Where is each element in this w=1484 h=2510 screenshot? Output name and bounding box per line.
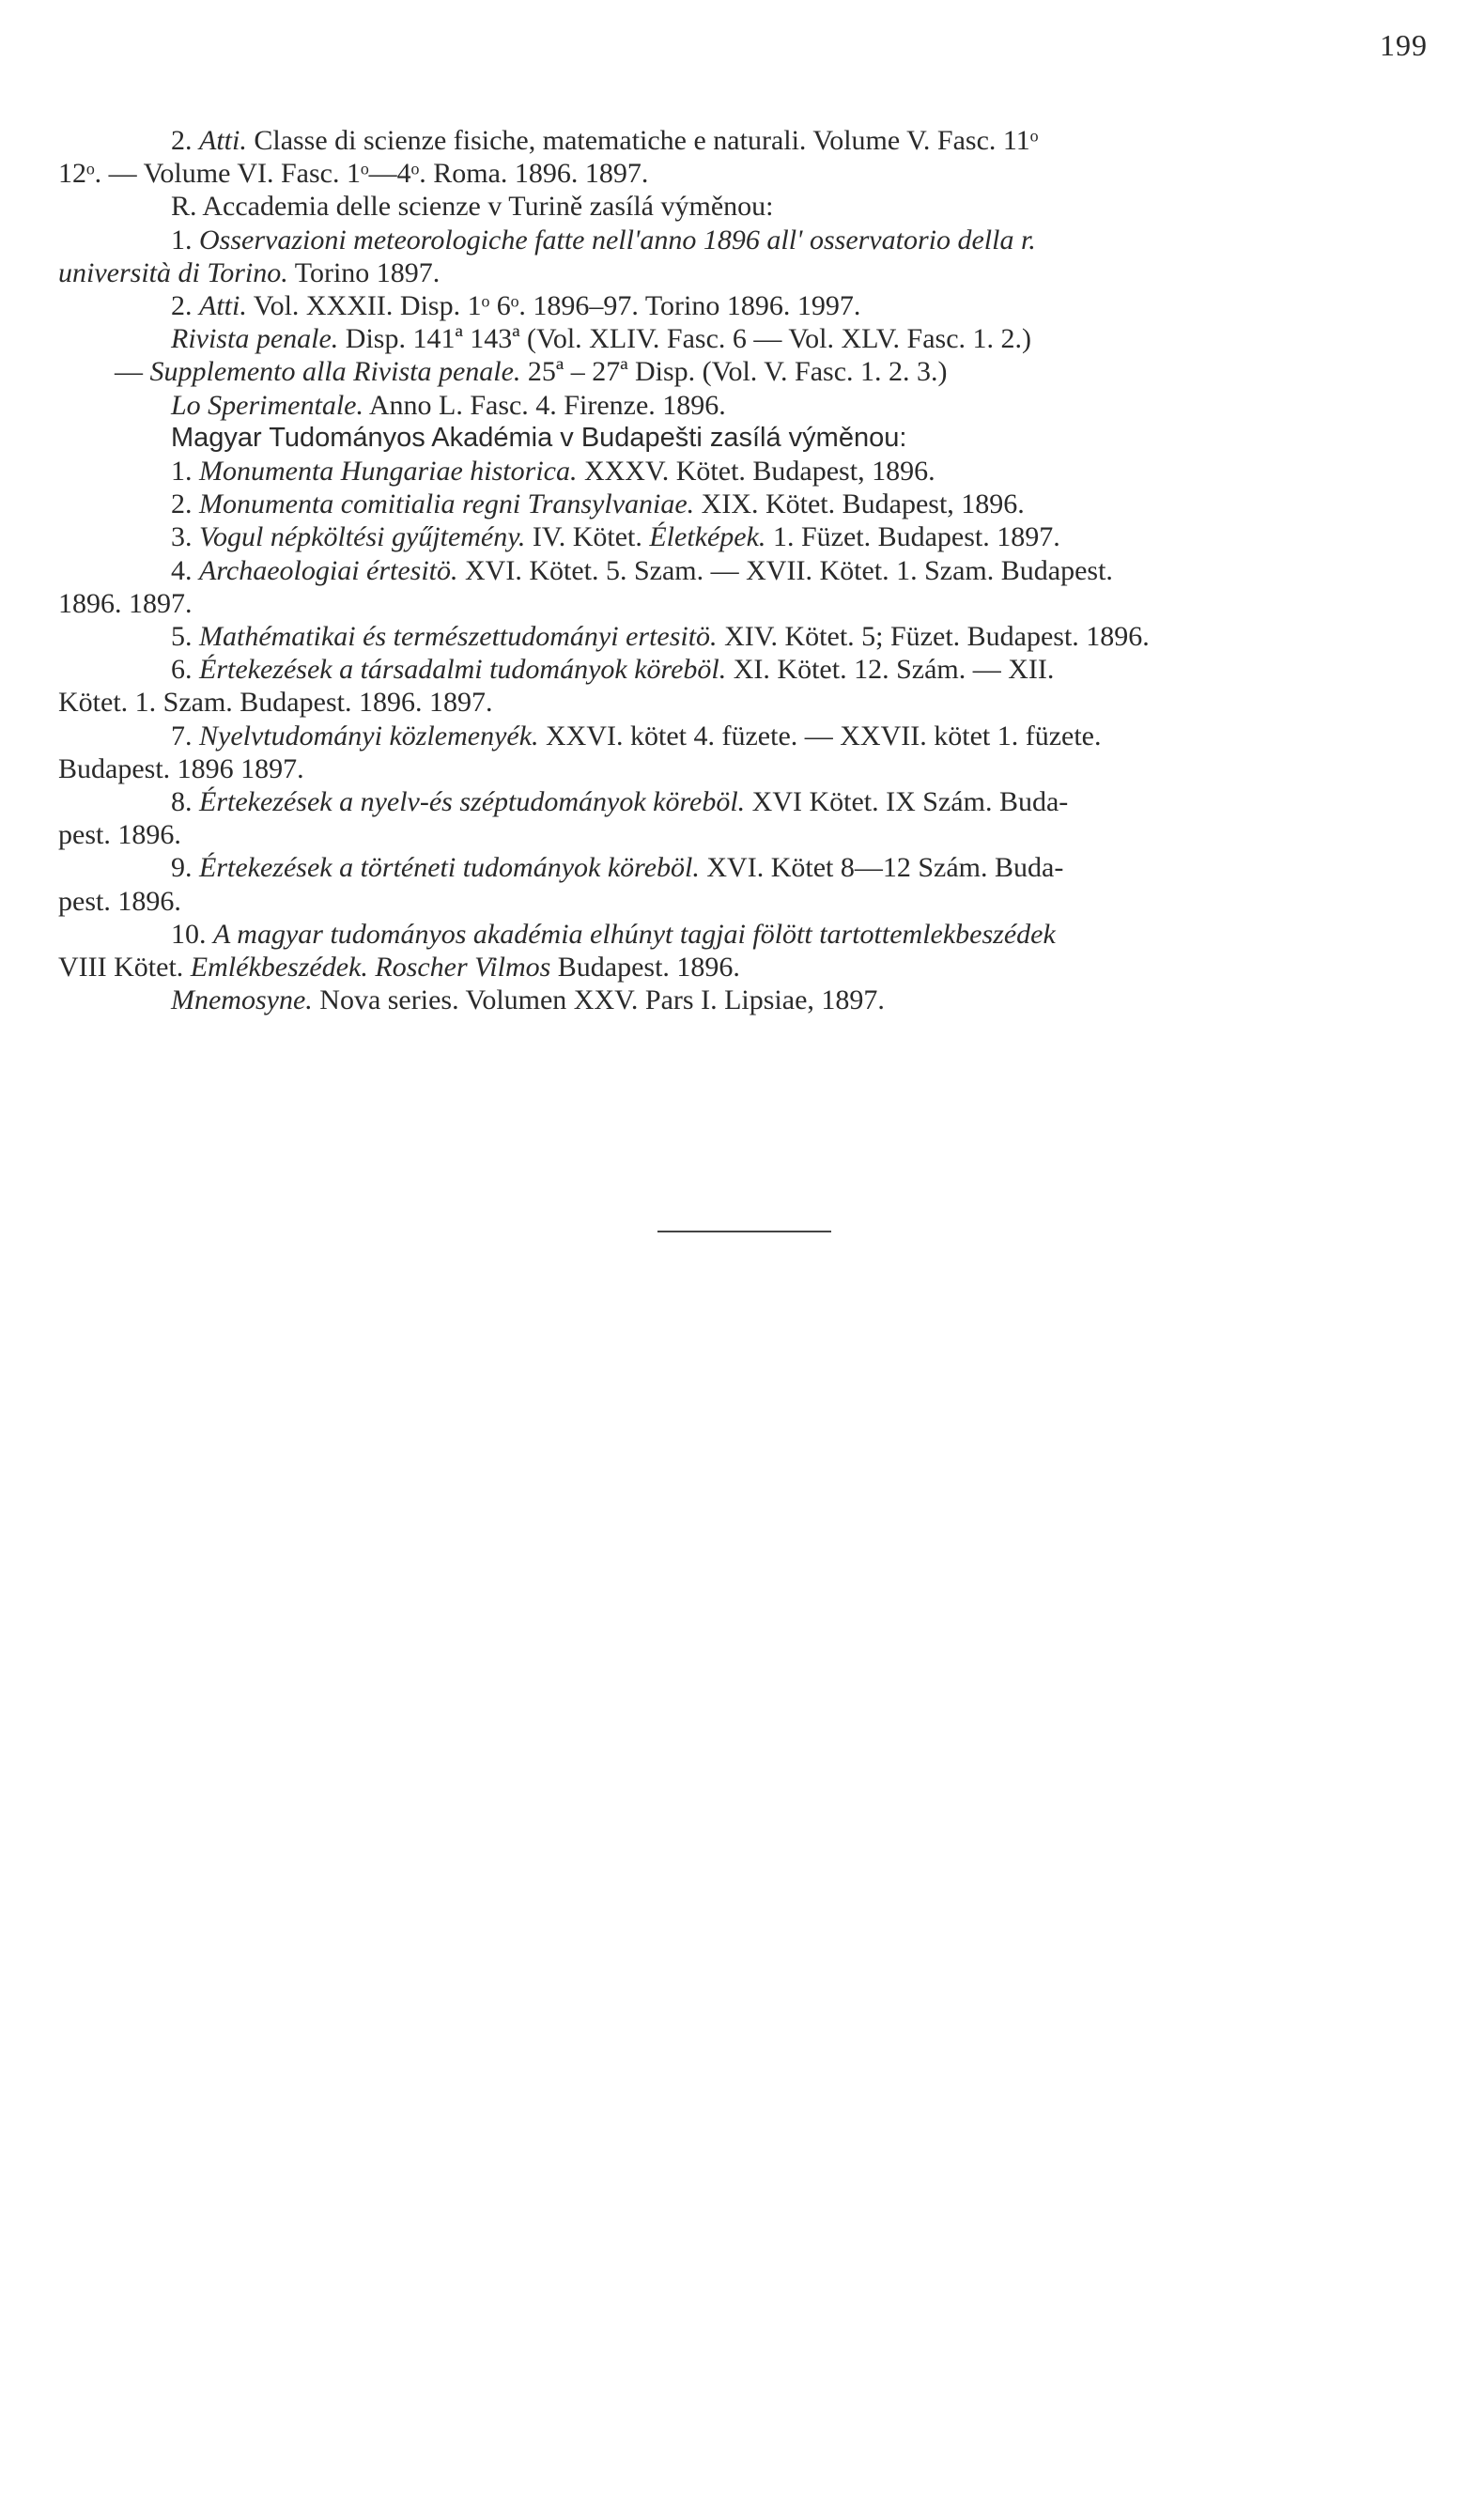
- text-line: 3. Vogul népköltési gyűjtemény. IV. Kötet. Életképek. 1. Füzet. Budapest. 1897.: [171, 521, 1060, 553]
- text-line: Kötet. 1. Szam. Budapest. 1896. 1897.: [58, 687, 493, 719]
- text-line: Lo Sperimentale. Anno L. Fasc. 4. Firenze. 1896.: [171, 389, 726, 421]
- text-line: VIII Kötet. Emlékbeszédek. Roscher Vilmos Budapest. 1896.: [58, 952, 740, 984]
- page-number: 199: [1380, 28, 1428, 62]
- section-heading: Magyar Tudományos Akadémia v Budapešti zasílá výměnou:: [171, 422, 907, 453]
- text-line: Budapest. 1896 1897.: [58, 752, 304, 784]
- text-line: pest. 1896.: [58, 885, 181, 917]
- text-line: 8. Értekezések a nyelv-és széptudományok köreböl. XVI Kötet. IX Szám. Buda-: [171, 786, 1069, 818]
- text-line: 1. Monumenta Hungariae historica. XXXV. Kötet. Budapest, 1896.: [171, 456, 935, 488]
- text-line: 6. Értekezések a társadalmi tudományok köreböl. XI. Kötet. 12. Szám. — XII.: [171, 654, 1055, 686]
- text-line: 1896. 1897.: [58, 587, 193, 619]
- text-line: — Supplemento alla Rivista penale. 25ª – 27ª Disp. (Vol. V. Fasc. 1. 2. 3.): [115, 356, 948, 388]
- text-line: 9. Értekezések a történeti tudományok köreböl. XVI. Kötet 8—12 Szám. Buda-: [171, 852, 1064, 884]
- document-body: [58, 124, 1437, 1016]
- text-line: 4. Archaeologiai értesitö. XVI. Kötet. 5. Szam. — XVII. Kötet. 1. Szam. Budapest.: [171, 554, 1113, 586]
- text-line: 2. Atti. Classe di scienze fisiche, matematiche e naturali. Volume V. Fasc. 11ᵒ: [171, 125, 1039, 156]
- text-line: 12ᵒ. — Volume VI. Fasc. 1ᵒ—4ᵒ. Roma. 1896. 1897.: [58, 158, 649, 190]
- text-line: 1. Osservazioni meteorologiche fatte nell'anno 1896 all' osservatorio della r.: [171, 224, 1036, 256]
- text-line: università di Torino. Torino 1897.: [58, 256, 441, 288]
- text-line: 2. Monumenta comitialia regni Transylvaniae. XIX. Kötet. Budapest, 1896.: [171, 488, 1025, 520]
- text-line: Mnemosyne. Nova series. Volumen XXV. Pars I. Lipsiae, 1897.: [171, 984, 885, 1016]
- text-line: R. Accademia delle scienze v Turině zasílá výměnou:: [171, 191, 774, 223]
- text-line: 2. Atti. Vol. XXXII. Disp. 1ᵒ 6ᵒ. 1896–97. Torino 1896. 1997.: [171, 290, 861, 322]
- text-line: pest. 1896.: [58, 819, 181, 851]
- text-line: 10. A magyar tudományos akadémia elhúnyt tagjai fölött tartottemlekbeszédek: [171, 918, 1056, 950]
- text-line: 7. Nyelvtudományi közlemenyék. XXVI. kötet 4. füzete. — XXVII. kötet 1. füzete.: [171, 720, 1102, 751]
- end-rule: [657, 1231, 831, 1232]
- text-line: Rivista penale. Disp. 141ª 143ª (Vol. XLIV. Fasc. 6 — Vol. XLV. Fasc. 1. 2.): [171, 323, 1032, 355]
- text-line: 5. Mathématikai és természettudományi ertesitö. XIV. Kötet. 5; Füzet. Budapest. 1896.: [171, 621, 1150, 653]
